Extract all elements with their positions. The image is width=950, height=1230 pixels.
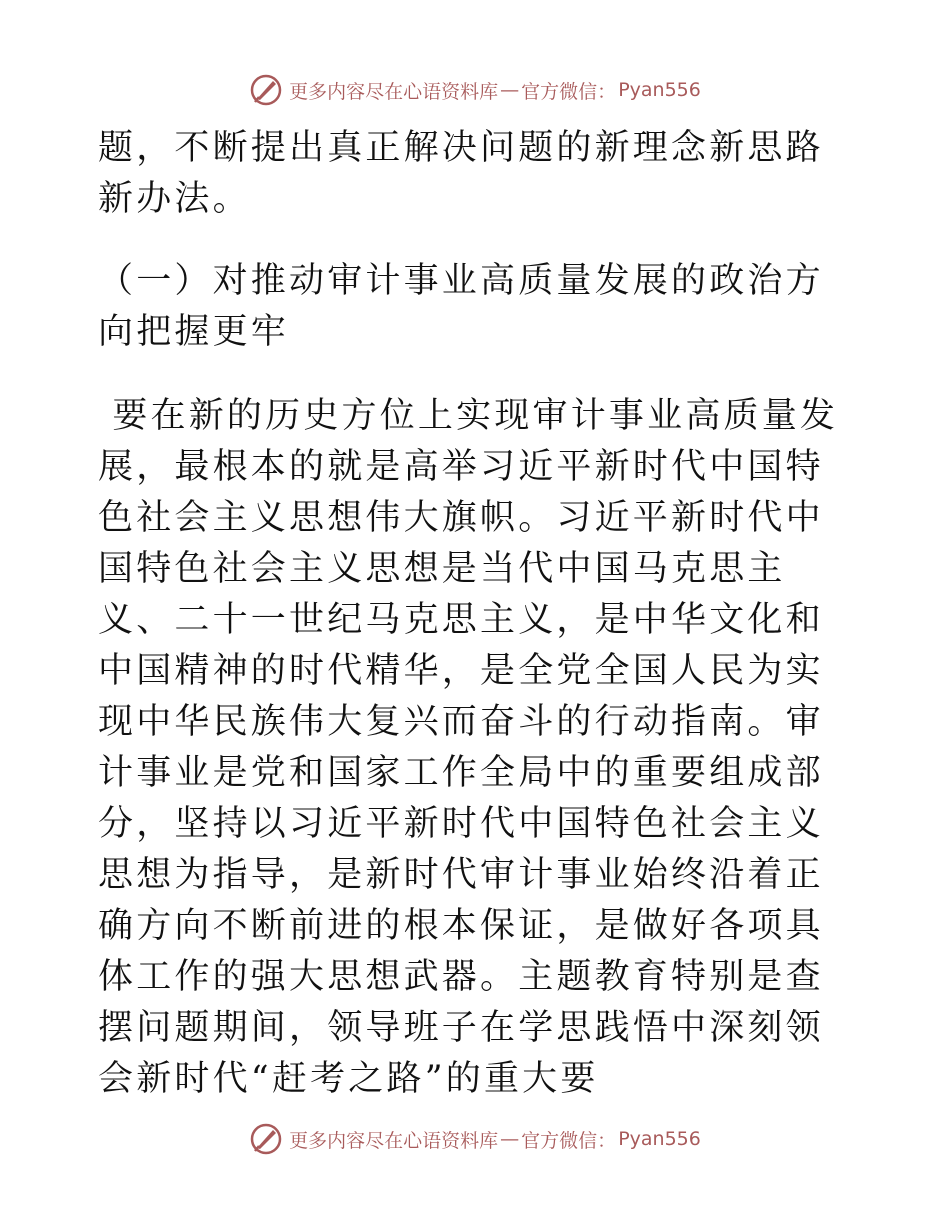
watermark-dash: — [500, 79, 520, 101]
watermark-label: 官方微信： [521, 80, 617, 103]
watermark-text: 更多内容尽在心语资料库 [289, 80, 499, 103]
watermark-header [0, 70, 950, 110]
quill-logo-icon [249, 1122, 283, 1156]
watermark-account: Pyan556 [618, 1128, 701, 1150]
section-heading: （一）对推动审计事业高质量发展的政治方向把握更牢 [98, 261, 824, 352]
watermark-account: Pyan556 [618, 79, 701, 101]
watermark-dash: — [500, 1128, 520, 1150]
paragraph-continuation: 题，不断提出真正解决问题的新理念新思路新办法。 [98, 128, 824, 219]
watermark-footer [0, 1119, 950, 1159]
watermark-text: 更多内容尽在心语资料库 [289, 1129, 499, 1152]
quill-logo-icon [249, 73, 283, 107]
watermark-label: 官方微信： [521, 1129, 617, 1152]
paragraph-body: 要在新的历史方位上实现审计事业高质量发展，最根本的就是高举习近平新时代中国特色社会主义思想伟大旗帜。习近平新时代中国特色社会主义思想是当代中国马克思主义、二十一世纪马克思主义，是中华文化和中国精神的时代精华，是全党全国人民为实现中华民族伟大复兴而奋斗的行动指南。审计事业是党和国家工作全局中的重要组成部分，坚持以习近平新时代中国特色社会主义思想为指导，是新时代审计事业始终沿着正确方向不断前进的根本保证，是做好各项具体工作的强大思想武器。主题教育特别是查摆问题期间，领导班子在学思践悟中深刻领会新时代“赶考之路”的重大要 [98, 396, 839, 1099]
document-body [98, 123, 858, 1105]
